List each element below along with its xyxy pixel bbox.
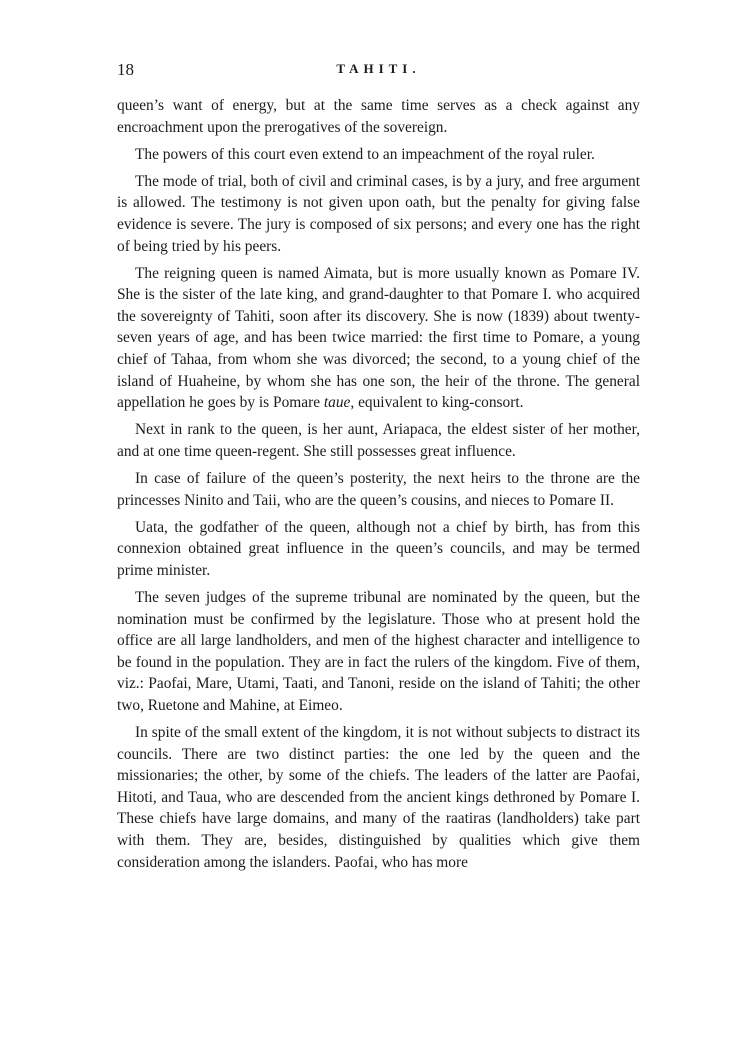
paragraph-reigning-queen [117, 263, 640, 414]
paragraph-text: The reigning queen is named Aimata, but is more usually known as Pomare IV. She is the sister of the late king, and grand-daughter to that Pomare I. who acquired the sovereignty of Tahiti, soon after its discovery. She is now (1839) about twenty-seven years of age, and has been twice married: the first time to Pomare, a young chief of Tahaa, from whom she was divorced; the second, to a young chief of the island of Huaheine, by whom she has one son, the heir of the throne. The general appellation he goes by is Pomare [117, 264, 640, 412]
running-head: TAHITI. [336, 61, 421, 76]
paragraph-text: , equivalent to king-consort. [350, 394, 524, 412]
page-header [117, 58, 640, 82]
paragraph-court-powers: The powers of this court even extend to an impeachment of the royal ruler. [135, 145, 595, 163]
paragraph-judges: The seven judges of the supreme tribunal are nominated by the queen, but the nomination must be confirmed by the legislature. Those who at present hold the office are all large landholders, and men of the highest character and intelligence to be found in the population. They are in fact the rulers of the kingdom. Five of them, viz.: Paofai, Mare, Utami, Taati, and Tanoni, reside on the island of Tahiti; the other two, Ruetone and Mahine, at Eimeo. [117, 588, 640, 714]
italic-term: taue [323, 394, 351, 412]
body-text [117, 95, 640, 879]
paragraph-prime-minister: Uata, the godfather of the queen, although not a chief by birth, has from this connexion obtained great influence in the queen’s councils, and may be termed prime minister. [117, 518, 640, 579]
paragraph-parties: In spite of the small extent of the kingdom, it is not without subjects to distract its councils. There are two distinct parties: the one led by the queen and the missionaries; the other, by some of the chiefs. The leaders of the latter are Paofai, Hitoti, and Taua, who are descended from the ancient kings dethroned by Pomare I. These chiefs have large domains, and many of the raatiras (landholders) take part with them. They are, besides, distinguished by qualities which give them consideration among the islanders. Paofai, who has more [117, 724, 640, 871]
paragraph-mode-of-trial: The mode of trial, both of civil and criminal cases, is by a jury, and free argument is allowed. The testimony is not given upon oath, but the penalty for giving false evidence is severe. The jury is composed of six persons; and every one has the right of being tried by his peers. [117, 172, 640, 255]
paragraph-heirs: In case of failure of the queen’s posterity, the next heirs to the throne are the princesses Ninito and Taii, who are the queen’s cousins, and nieces to Pomare II. [117, 470, 640, 509]
page-number: 18 [117, 60, 134, 79]
paragraph-continuation: queen’s want of energy, but at the same time serves as a check against any encroachment upon the prerogatives of the sovereign. [117, 97, 640, 136]
paragraph-queen-aunt: Next in rank to the queen, is her aunt, Ariapaca, the eldest sister of her mother, and at one time queen-regent. She still possesses great influence. [117, 421, 640, 460]
